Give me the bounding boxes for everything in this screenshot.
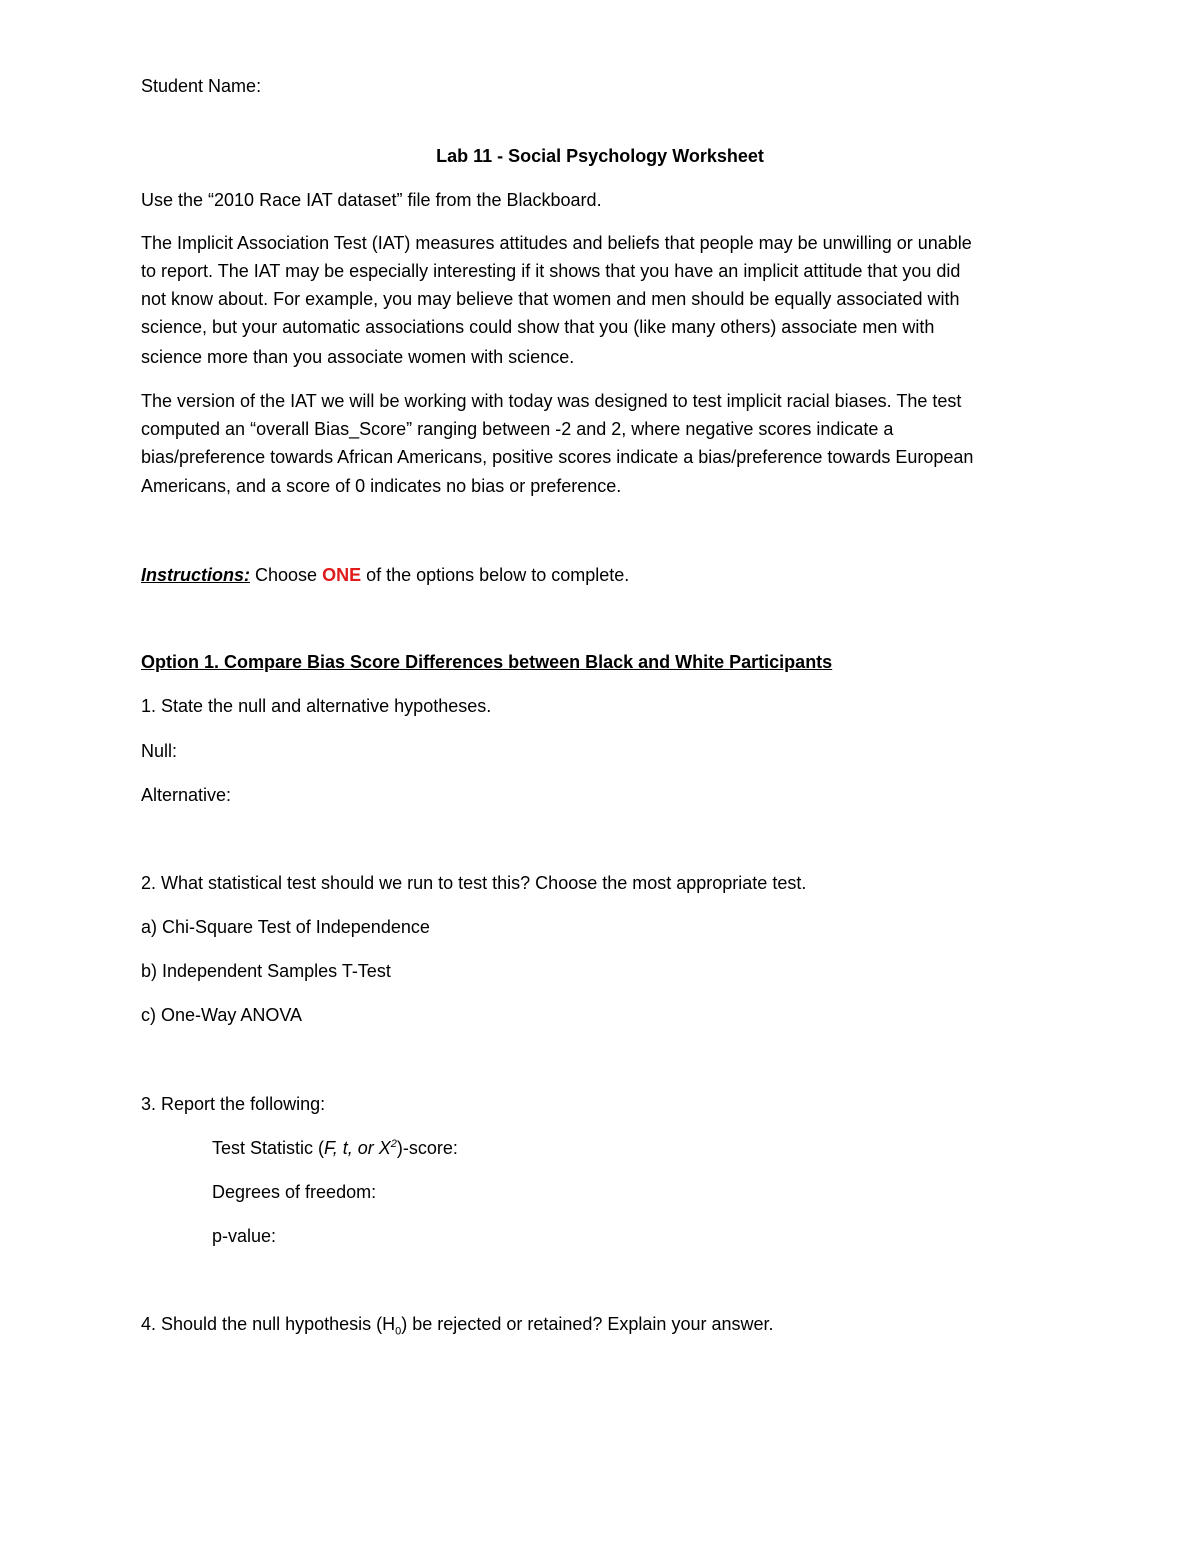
p-value-label: p-value: <box>212 1226 277 1246</box>
test-statistic-label <box>212 1136 458 1160</box>
instructions-label: Instructions: <box>141 565 251 585</box>
question-4 <box>141 1312 774 1336</box>
null-hypothesis-label: Null: <box>141 741 178 761</box>
test-statistic-superscript: 2 <box>390 1138 397 1150</box>
choice-a: a) Chi-Square Test of Independence <box>141 917 430 937</box>
option-1-heading: Option 1. Compare Bias Score Differences between Black and White Participants <box>141 652 833 672</box>
intro-p2-line: bias/preference towards African Americans, positive scores indicate a bias/preference towards European <box>141 447 974 467</box>
intro-p1-line: to report. The IAT may be especially interesting if it shows that you have an implicit attitude that you did <box>141 261 961 281</box>
instructions <box>141 563 629 587</box>
question-2: 2. What statistical test should we run to test this? Choose the most appropriate test. <box>141 873 807 893</box>
question-4-suffix: ) be rejected or retained? Explain your answer. <box>401 1314 774 1334</box>
question-1: 1. State the null and alternative hypotheses. <box>141 696 492 716</box>
choice-c: c) One-Way ANOVA <box>141 1005 303 1025</box>
intro-p2-line: computed an “overall Bias_Score” ranging between -2 and 2, where negative scores indicate a <box>141 419 894 439</box>
degrees-of-freedom-label: Degrees of freedom: <box>212 1182 377 1202</box>
instructions-text-before: Choose <box>250 565 323 585</box>
test-statistic-suffix: )-score: <box>396 1138 458 1158</box>
question-3: 3. Report the following: <box>141 1094 326 1114</box>
test-statistic-italic: F, t, or X <box>324 1138 391 1158</box>
test-statistic-prefix: Test Statistic ( <box>212 1138 325 1158</box>
page-title: Lab 11 - Social Psychology Worksheet <box>436 146 764 166</box>
student-name-label: Student Name: <box>141 76 262 96</box>
choice-b: b) Independent Samples T-Test <box>141 961 391 981</box>
intro-p1-line: not know about. For example, you may believe that women and men should be equally associated with <box>141 289 960 309</box>
dataset-note: Use the “2010 Race IAT dataset” file from the Blackboard. <box>141 190 602 210</box>
question-4-prefix: 4. Should the null hypothesis (H <box>141 1314 396 1334</box>
instructions-text-after: of the options below to complete. <box>361 565 630 585</box>
intro-p1-line: science, but your automatic associations could show that you (like many others) associate men with <box>141 317 935 337</box>
question-4-subscript: 0 <box>395 1325 402 1338</box>
intro-p1-line: science more than you associate women with science. <box>141 347 575 367</box>
intro-p1-line: The Implicit Association Test (IAT) measures attitudes and beliefs that people may be unwilling or unable <box>141 233 972 253</box>
intro-p2-line: Americans, and a score of 0 indicates no bias or preference. <box>141 476 622 496</box>
alternative-hypothesis-label: Alternative: <box>141 785 232 805</box>
instructions-highlight: ONE <box>322 565 362 585</box>
intro-p2-line: The version of the IAT we will be working with today was designed to test implicit racial biases. The test <box>141 391 962 411</box>
